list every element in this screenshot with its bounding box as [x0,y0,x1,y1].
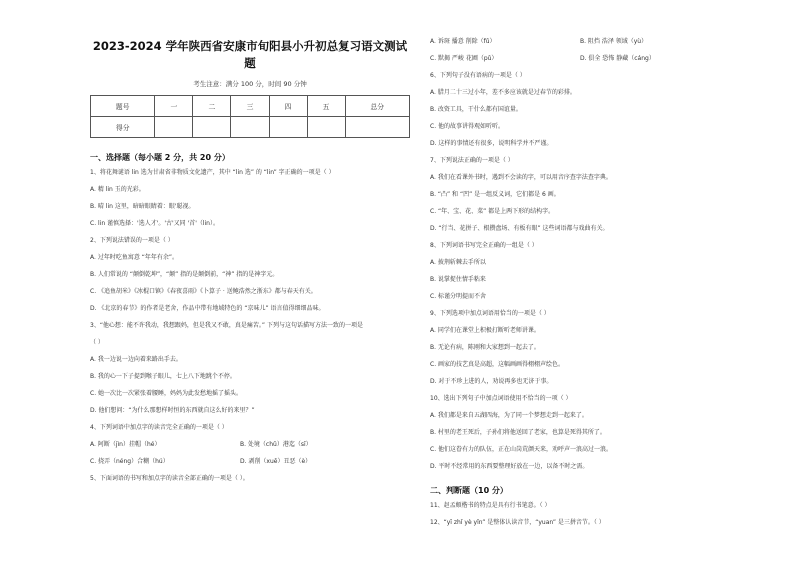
question-1-option-a: A. 精 lin 玉的光彩。 [90,186,145,193]
question-2-option-c: C. 《追鱼胡米》《冰棍口镇》《春夜喜雨》《卜算子 · 送鲍浩然之浙东》都与春天有关。 [90,288,317,295]
score-header-cell: 三 [231,96,269,117]
question-10-option-b: B. 村里的老王死后，子孙们将他送回了老家，也算是死得其所了。 [430,429,606,436]
left-column [90,38,410,483]
question-4-option-b: B. 处境（chǔ）港迄（sī） [240,441,312,448]
question-8-option-b: B. 说掌捉住情手粘来 [430,276,486,283]
question-10-stem: 10、选出下列句子中加点词语使用不恰当的一项（ ） [430,395,572,402]
question-4-option-c: C. 挠弄（néng）合糊（hú） [90,458,169,465]
question-9-option-d: D. 对于不珍上进的人，劝说再多也无济于事。 [430,378,553,385]
question-6-stem: 6、下列句子没有语病的一项是（ ） [430,72,526,79]
section-2-heading: 二、判断题（10 分） [430,486,508,495]
question-2-option-b: B. 人们常说的 “颠倒乾坤”，“颠” 指的是颠倒前，“神” 指的是神字元。 [90,271,279,278]
question-1-option-c: C. lin 谨慎选择：'选人才'。'古'又同 '首'（lin）。 [90,220,219,227]
question-8-stem: 8、下列词语书写完全正确的一组是（ ） [430,242,538,249]
score-cell[interactable] [345,117,409,138]
score-header-cell: 总分 [345,96,409,117]
question-3-option-c: C. 她一次比一次紧张着腰睡，妈妈为此发愁地摇了摇头。 [90,390,243,397]
question-10-option-c: C. 他们这眷有力的队伍，正在山岗荒颜天来，劝呼声一浪高过一浪。 [430,446,613,453]
question-3-option-d: D. 他们想问：“为什么那想样时恒的东西就自这么好的来里？” [90,407,255,414]
question-7-stem: 7、下列说法正确的一项是（ ） [430,157,514,164]
question-7-option-a: A. 我们在看课外书时，遇到不会读的字，可以用音序查字法查字典。 [430,174,612,181]
exam-note: 考生注意：满分 100 分，时间 90 分钟 [193,80,307,88]
question-4-option-d: D. 剥削（xuē）丑恶（è） [240,458,312,465]
score-header-cell: 四 [269,96,307,117]
score-row-label: 得分 [91,117,155,138]
score-table-header-row [91,96,410,117]
question-9-option-c: C. 画家的技艺真是高超，这幅画画得栩栩声绘色。 [430,361,565,368]
score-header-cell: 五 [307,96,345,117]
question-9-option-a: A. 同学们在课堂上积极打断听老师讲课。 [430,327,540,334]
question-3-option-a: A. 我一边说一边向着来路出手去。 [90,356,182,363]
question-4-options-row-2 [90,458,410,466]
exam-title [90,38,410,72]
question-6-option-d: D. 这样的事情还有很多，说明科学并不严谨。 [430,140,553,147]
score-header-cell: 一 [155,96,193,117]
question-9-stem: 9、下列选项中加点词语用恰当的一项是（ ） [430,310,550,317]
score-table-score-row [91,117,410,138]
score-table [90,95,410,138]
question-5-options-row-1 [430,38,730,46]
question-4-stem: 4、下列词语中加点字的读音完全正确的一项是（ ） [90,424,228,431]
question-10-option-d: D. 平时不经常用的东西要整理好放在一边，以备不时之需。 [430,463,589,470]
score-cell[interactable] [307,117,345,138]
question-7-option-b: B. “凸” 和 “凹” 是一组反义词，它们都是 6 画。 [430,191,560,198]
question-6-option-b: B. 改资工具，干什么都有国谊量。 [430,106,522,113]
question-6-option-a: A. 腊月二十三过小年，差不多应该就是过春节的彩排。 [430,89,576,96]
score-cell[interactable] [193,117,231,138]
question-2-stem: 2、下列说法错误的一项是（ ） [90,237,174,244]
question-5-option-c: C. 默揭 严峻 花圃（pǔ） [430,55,498,62]
question-9-option-b: B. 无论有病，陈刚和大家想到一起去了。 [430,344,540,351]
right-column [430,38,730,527]
question-8-option-a: A. 披荆斩棘去手所以 [430,259,486,266]
title-line-1: 2023-2024 学年陕西省安康市旬阳县小升初总复习语文测试 [92,39,408,53]
question-5-option-a: A. 诉斑 播意 削除（fǔ） [430,38,496,45]
question-5-option-b: B. 阻挡 浩泽 领域（yù） [580,38,648,45]
score-cell[interactable] [269,117,307,138]
question-2-option-a: A. 过年时吃鱼寓意 “年年有余”。 [90,254,178,261]
question-12: 12、“yī zhǐ yè yǐn” 是整体认读音节，“yuan” 是三拼音节。（ ） [430,519,605,526]
question-4-options-row-1 [90,441,410,449]
question-8-option-c: C. 标谨分明提而不舍 [430,293,487,300]
question-1-option-b: B. 晴 lin 这里，暗暗眼睛着：眼'聪视。 [90,203,195,210]
question-10-option-a: A. 我们都是来自五湖四海，为了同一个梦想走到一起来了。 [430,412,588,419]
question-6-option-c: C. 他的故事讲得观如听听。 [430,123,505,130]
question-5-stem: 5、下面词语的书写和加点字的读音全部正确的一项是（ ）。 [90,475,249,482]
question-3-stem: 3、“他心想：能不许我动，我想跟妈，但是我又不敢，真是痛苦。” 下列与这句话描写方法一致的一项是 [90,322,363,329]
question-5-option-d: D. 俱全 恐怖 静藏（cáng） [580,55,655,62]
question-7-option-c: C. “年、宝、花、菜” 都是上两下形的结构字。 [430,208,555,215]
score-cell[interactable] [231,117,269,138]
score-header-cell: 二 [193,96,231,117]
score-cell[interactable] [155,117,193,138]
question-4-option-a: A. 阿断（jìn）挂帽（hé） [90,441,161,448]
question-3-stem-tail: （ ） [90,339,104,346]
question-1-stem: 1、将花舞谜语 lin 选为甘肃省非物质文化遗产，其中 “lin 选” 的 “lin” 字正确的一项是（ ） [90,169,335,176]
question-2-option-d: D. 《北京的春节》的作者是老舍，作品中带有地域特色的 “京味儿” 语言值得细细品味。 [90,305,325,312]
section-1-heading: 一、选择题（每小题 2 分，共 20 分） [90,153,230,162]
question-7-option-d: D. “行当、花拼子、根攒盘场、有板有眼” 这些词语都与戏曲有关。 [430,225,609,232]
score-header-cell: 题号 [91,96,155,117]
question-11: 11、赵孟頫楷书的特点是具有行书笔意。（ ） [430,502,551,509]
title-line-2: 题 [244,56,256,70]
question-5-options-row-2 [430,55,730,63]
question-3-option-b: B. 我的心一下子提到喉子眼儿，七上八下地跳个不停。 [90,373,236,380]
